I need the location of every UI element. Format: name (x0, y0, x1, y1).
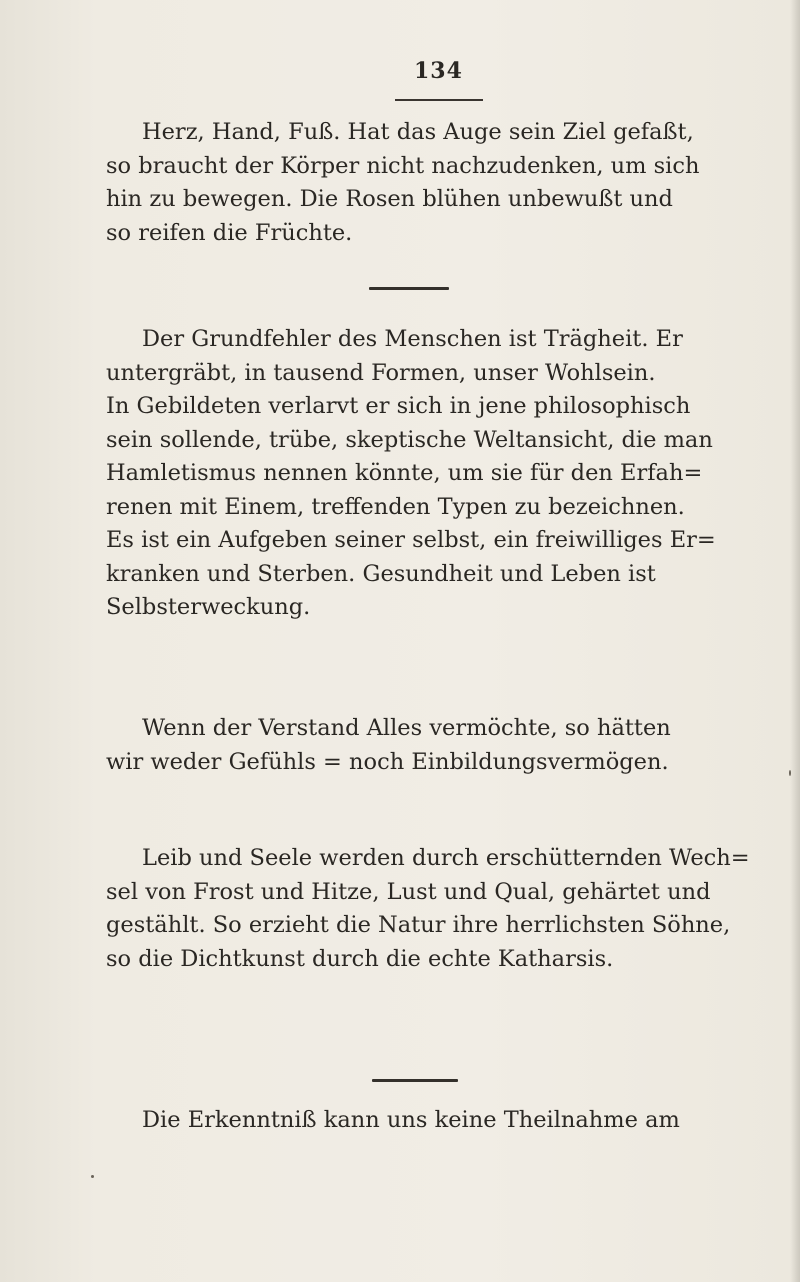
paragraph (106, 842, 750, 976)
paragraph (106, 323, 716, 625)
ink-speck (91, 1175, 94, 1178)
paragraph (106, 712, 706, 779)
text-line: Leib und Seele werden durch erschütternden Wech= (142, 845, 750, 871)
text-line: hin zu bewegen. Die Rosen blühen unbewußt und (106, 186, 673, 212)
text-line: kranken und Sterben. Gesundheit und Leben ist (106, 560, 656, 587)
page-edge-shadow (790, 0, 800, 1282)
header-rule (395, 99, 483, 101)
text-line: Es ist ein Aufgeben seiner selbst, ein freiwilliges Er= (106, 527, 716, 553)
text-line: so braucht der Körper nicht nachzudenken, um sich (106, 152, 700, 179)
page-number: 134 (414, 58, 463, 84)
section-separator (369, 287, 449, 290)
text-line: gestählt. So erzieht die Natur ihre herrlichsten Söhne, (106, 912, 731, 938)
text-line: In Gebildeten verlarvt er sich in jene philosophisch (106, 393, 691, 419)
text-line: Wenn der Verstand Alles vermöchte, so hätten (142, 715, 671, 741)
text-line: wir weder Gefühls = noch Einbildungsvermögen. (106, 748, 669, 775)
text-line: untergräbt, in tausend Formen, unser Wohlsein. (106, 359, 656, 386)
paragraph (106, 1104, 706, 1138)
text-line: renen mit Einem, treffenden Typen zu bezeichnen. (106, 493, 685, 520)
paragraph (106, 116, 706, 250)
section-separator (372, 1079, 458, 1082)
text-line: sein sollende, trübe, skeptische Weltansicht, die man (106, 426, 713, 453)
text-line: sel von Frost und Hitze, Lust und Qual, gehärtet und (106, 878, 711, 905)
text-line: Die Erkenntniß kann uns keine Theilnahme am (142, 1107, 680, 1133)
text-line: Hamletismus nennen könnte, um sie für den Erfah= (106, 460, 703, 486)
text-line: so die Dichtkunst durch die echte Katharsis. (106, 945, 614, 972)
text-line: Herz, Hand, Fuß. Hat das Auge sein Ziel gefaßt, (142, 119, 694, 145)
text-line: Der Grundfehler des Menschen ist Trägheit. Er (142, 326, 683, 352)
text-line: Selbsterweckung. (106, 594, 311, 620)
text-line: so reifen die Früchte. (106, 219, 353, 246)
